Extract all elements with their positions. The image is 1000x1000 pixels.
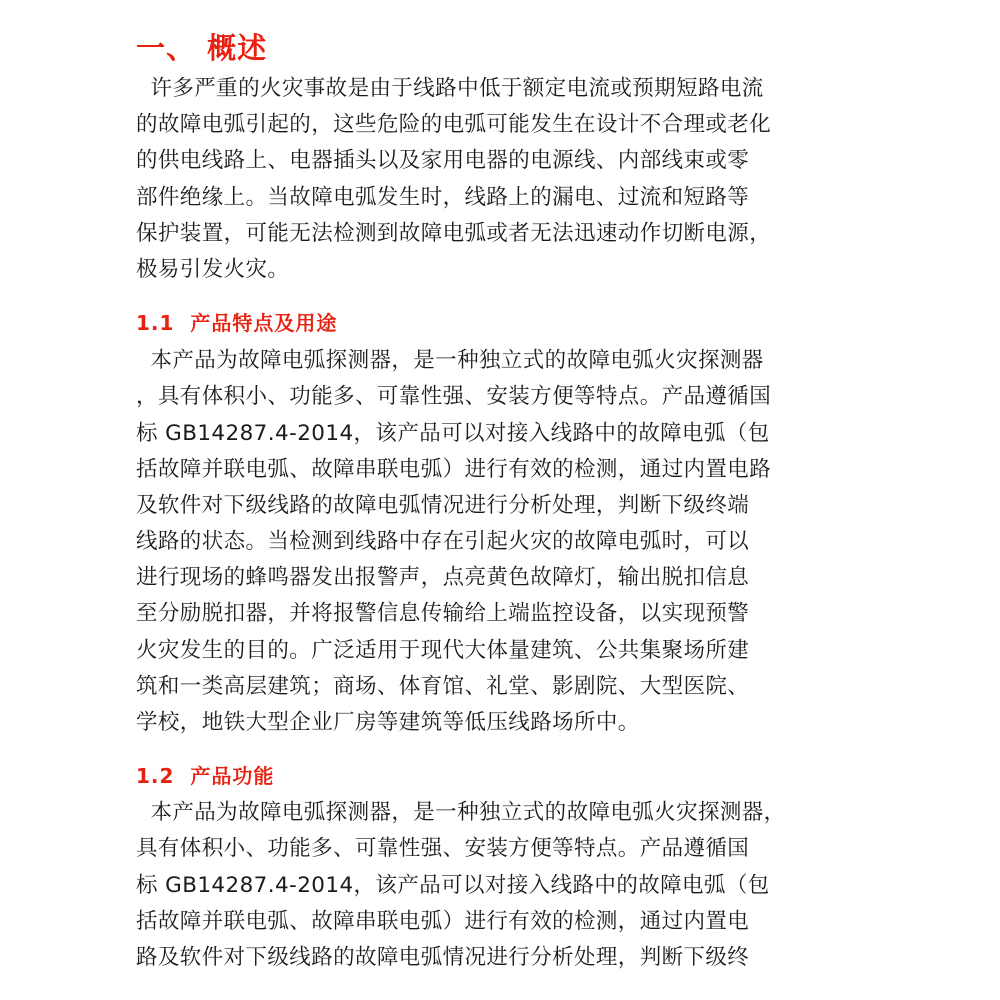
text-line: 本产品为故障电弧探测器，是一种独立式的故障电弧火灾探测器， xyxy=(136,800,786,826)
text-line: 的供电线路上、电器插头以及家用电器的电源线、内部线束或零 xyxy=(136,148,750,174)
text-line: 括故障并联电弧、故障串联电弧）进行有效的检测，通过内置电路 xyxy=(136,456,772,482)
document-page xyxy=(136,28,896,976)
text-line: 具有体积小、功能多、可靠性强、安装方便等特点。产品遵循国 xyxy=(136,836,750,862)
text-line: 标 GB14287.4-2014，该产品可以对接入线路中的故障电弧（包 xyxy=(136,872,770,898)
text-line: 部件绝缘上。当故障电弧发生时，线路上的漏电、过流和短路等 xyxy=(136,184,750,210)
text-line: 进行现场的蜂鸣器发出报警声，点亮黄色故障灯，输出脱扣信息 xyxy=(136,565,750,591)
text-line: 本产品为故障电弧探测器，是一种独立式的故障电弧火灾探测器 xyxy=(136,348,764,374)
text-line: 保护装置，可能无法检测到故障电弧或者无法迅速动作切断电源， xyxy=(136,220,772,246)
text-line: 路及软件对下级线路的故障电弧情况进行分析处理，判断下级终 xyxy=(136,944,750,970)
section-heading-functions: 1.2 产品功能 xyxy=(136,764,275,789)
section-heading-overview: 一、 概述 xyxy=(136,31,268,65)
text-line: ，具有体积小、功能多、可靠性强、安装方便等特点。产品遵循国 xyxy=(136,384,772,410)
text-line: 许多严重的火灾事故是由于线路中低于额定电流或预期短路电流 xyxy=(136,76,764,101)
text-line: 极易引发火灾。 xyxy=(136,256,290,282)
text-line: 至分励脱扣器，并将报警信息传输给上端监控设备，以实现预警 xyxy=(136,601,750,627)
paragraph-features xyxy=(136,343,896,741)
paragraph-functions xyxy=(136,795,896,976)
section-heading-features: 1.1 产品特点及用途 xyxy=(136,311,338,336)
text-line: 线路的状态。当检测到线路中存在引起火灾的故障电弧时，可以 xyxy=(136,529,750,555)
text-line: 括故障并联电弧、故障串联电弧）进行有效的检测，通过内置电 xyxy=(136,908,750,934)
text-line: 火灾发生的目的。广泛适用于现代大体量建筑、公共集聚场所建 xyxy=(136,637,750,663)
text-line: 及软件对下级线路的故障电弧情况进行分析处理，判断下级终端 xyxy=(136,492,750,518)
text-line: 标 GB14287.4-2014，该产品可以对接入线路中的故障电弧（包 xyxy=(136,420,770,446)
text-line: 的故障电弧引起的，这些危险的电弧可能发生在设计不合理或老化 xyxy=(136,112,772,138)
text-line: 学校，地铁大型企业厂房等建筑等低压线路场所中。 xyxy=(136,710,640,735)
paragraph-overview xyxy=(136,71,896,288)
text-line: 筑和一类高层建筑；商场、体育馆、礼堂、影剧院、大型医院、 xyxy=(136,673,750,699)
